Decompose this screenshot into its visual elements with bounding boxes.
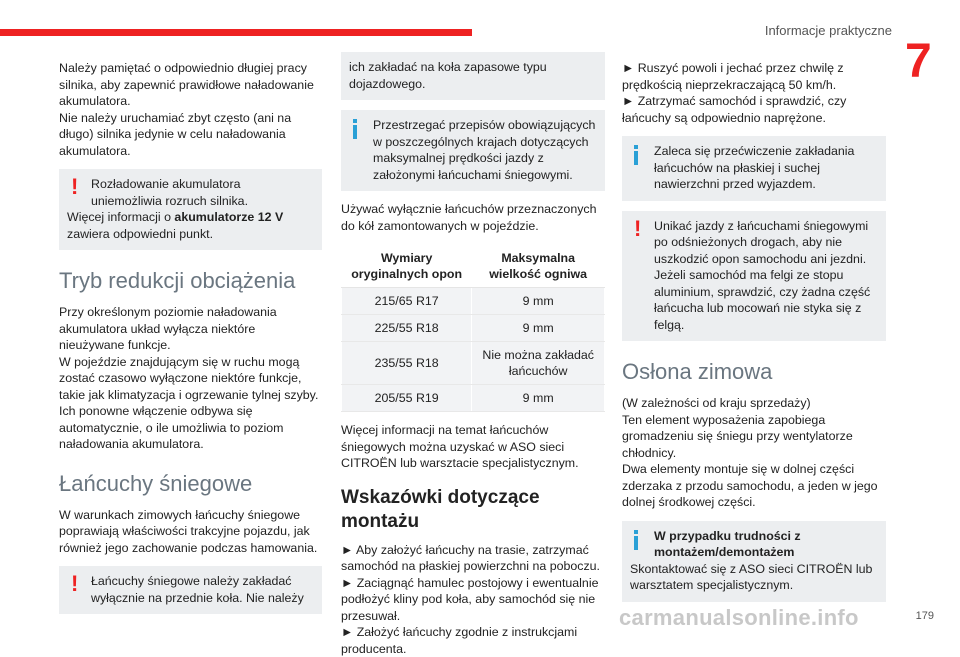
info-text: Zaleca się przećwiczenie zakładania łańcuchów na płaskiej i suchej nawierzchni przed wyjazdem. xyxy=(654,144,855,191)
warning-text: Więcej informacji o akumulatorze 12 V zawiera odpowiedni punkt. xyxy=(67,210,284,241)
step: ► Zatrzymać samochód i sprawdzić, czy łańcuchy są odpowiednio naprężone. xyxy=(622,94,847,125)
table-cell: 215/65 R17 xyxy=(342,288,472,315)
info-icon xyxy=(634,530,638,550)
paragraph: Nie należy uruchamiać zbyt często (ani na długo) silnika jedynie w celu naładowania akumulatora. xyxy=(59,110,292,158)
paragraph: Więcej informacji na temat łańcuchów śniegowych można uzyskać w ASO sieci CITROËN lub warsztacie specjalistycznym. xyxy=(341,423,579,470)
warning-icon: ! xyxy=(634,215,642,241)
warning-text: ich zakładać na koła zapasowe typu dojazdowego. xyxy=(349,60,547,91)
info-icon xyxy=(634,145,638,165)
paragraph: W pojeździe znajdującym się w ruchu mogą zostać czasowo wyłączone niektóre funkcje, takie jak klimatyzacja i ogrzewanie tylnej szyby. xyxy=(59,354,319,402)
info-box xyxy=(622,521,886,602)
chains-table xyxy=(341,244,605,412)
paragraph: Używać wyłącznie łańcuchów przeznaczonych do kół zamontowanych w pojeździe. xyxy=(341,202,597,233)
paragraph: Należy pamiętać o odpowiednio długiej pracy silnika, aby zapewnić prawidłowe naładowanie akumulatora. xyxy=(59,61,314,108)
section-heading: Osłona zimowa xyxy=(622,359,773,384)
warning-icon: ! xyxy=(71,174,79,199)
warning-box xyxy=(622,211,886,342)
table-cell: 235/55 R18 xyxy=(342,342,472,385)
table-cell: 9 mm xyxy=(472,315,605,342)
column-1 xyxy=(59,60,322,624)
section-heading: Tryb redukcji obciążenia xyxy=(59,268,296,293)
step: ► Ruszyć powoli i jechać przez chwilę z prędkością nieprzekraczającą 50 km/h. xyxy=(622,61,844,92)
step: ► Zaciągnąć hamulec postojowy i ewentualnie podłożyć kliny pod koła, aby samochód się nie przesuwał. xyxy=(341,575,599,623)
section-header: Informacje praktyczne xyxy=(764,23,892,38)
warning-text: Rozładowanie akumulatora uniemożliwia rozruch silnika. xyxy=(91,177,249,208)
table-row xyxy=(342,385,605,412)
table-header: Wymiary oryginalnych opon xyxy=(342,245,472,288)
paragraph: Ich ponowne włączenie odbywa się automatycznie, o ile umożliwia to poziom naładowania akumulatora. xyxy=(59,404,284,451)
table-cell: 9 mm xyxy=(472,385,605,412)
info-text: Przestrzegać przepisów obowiązujących w poszczególnych krajach dotyczących maksymalnej prędkości jazdy z założonymi łańcuchami śniegowymi. xyxy=(373,118,596,182)
table-row xyxy=(342,315,605,342)
warning-text: Unikać jazdy z łańcuchami śniegowymi po odśnieżonych drogach, aby nie uszkodzić opon samochodu ani jezdni. Jeżeli samochód ma felgi ze stopu aluminium, sprawdzić, czy żadna część łańcucha lub mocowań nie styka się z felgą. xyxy=(654,218,871,332)
chapter-number: 7 xyxy=(905,35,932,88)
paragraph: (W zależności od kraju sprzedaży) xyxy=(622,396,811,410)
step: ► Założyć łańcuchy zgodnie z instrukcjami producenta. xyxy=(341,625,578,656)
top-accent-bar xyxy=(0,29,472,36)
watermark: carmanualsonline.info xyxy=(619,605,859,630)
paragraph: Ten element wyposażenia zapobiega gromadzeniu się śniegu przy wentylatorze chłodnicy. xyxy=(622,412,853,460)
table-row xyxy=(342,288,605,315)
info-icon xyxy=(353,119,357,139)
paragraph: W warunkach zimowych łańcuchy śniegowe poprawiają właściwości trakcyjne pojazdu, jak również jego zachowanie podczas hamowania. xyxy=(59,507,318,555)
paragraph: Dwa elementy montuje się w dolnej części zderzaka z przodu samochodu, a jeden w jego dolnej środkowej części. xyxy=(622,462,878,509)
column-3 xyxy=(622,60,886,612)
table-header: Maksymalna wielkość ogniwa xyxy=(472,245,605,288)
info-title: W przypadku trudności z montażem/demontażem xyxy=(654,528,801,559)
warning-icon: ! xyxy=(71,571,79,596)
info-box xyxy=(341,110,605,191)
page-number: 179 xyxy=(915,610,934,622)
section-heading: Łańcuchy śniegowe xyxy=(59,470,253,496)
table-row xyxy=(342,342,605,385)
paragraph: Przy określonym poziomie naładowania akumulatora układ wyłącza niektóre nieużywane funkcje. xyxy=(59,305,277,352)
warning-box-continued xyxy=(341,52,605,100)
step: ► Aby założyć łańcuchy na trasie, zatrzymać samochód na płaskiej powierzchni na poboczu. xyxy=(341,542,600,573)
table-cell: Nie można zakładać łańcuchów xyxy=(472,342,605,385)
info-text: Skontaktować się z ASO sieci CITROËN lub warsztatem specjalistycznym. xyxy=(630,561,873,592)
table-cell: 225/55 R18 xyxy=(342,315,472,342)
column-2 xyxy=(341,52,605,657)
warning-box xyxy=(59,169,322,250)
warning-box xyxy=(59,566,322,614)
warning-text: Łańcuchy śniegowe należy zakładać wyłącznie na przednie koła. Nie należy xyxy=(91,574,304,605)
table-cell: 9 mm xyxy=(472,288,605,315)
info-box xyxy=(622,136,886,201)
table-cell: 205/55 R19 xyxy=(342,385,472,412)
section-heading: Wskazówki dotyczące montażu xyxy=(341,486,540,532)
